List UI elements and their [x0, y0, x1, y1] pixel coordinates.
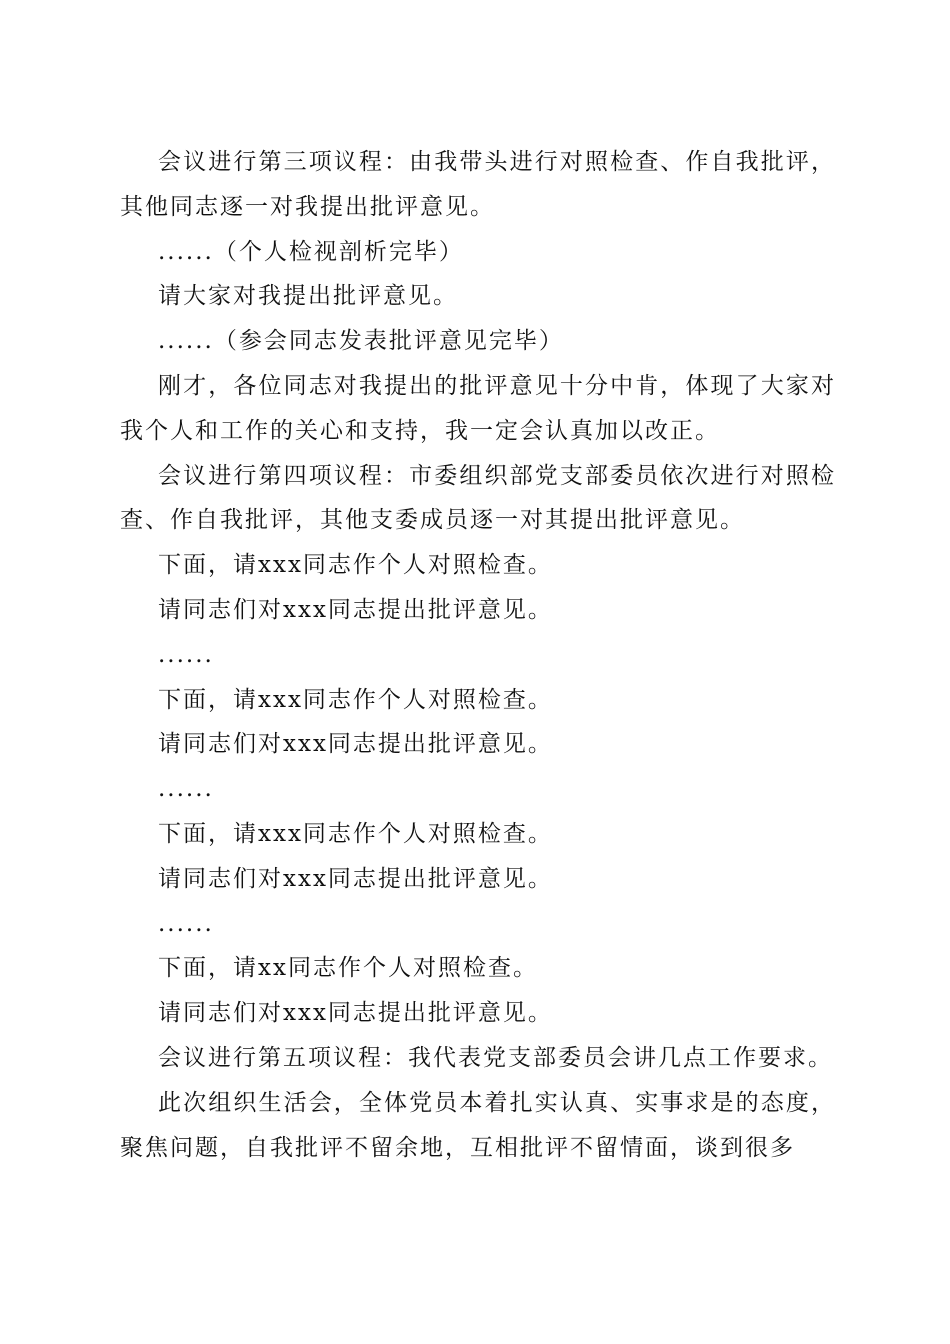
- paragraph-member-criticism: 请同志们对xxx同志提出批评意见。: [158, 1000, 553, 1027]
- paragraph-agenda-item-3: 会议进行第三项议程：由我带头进行对照检查、作自我批评，其他同志逐一对我提出批评意见。: [120, 149, 836, 220]
- paragraph-self-review-done: ......（个人检视剖析完毕）: [158, 238, 464, 265]
- paragraph-member-review: 下面，请xx同志作个人对照检查。: [158, 955, 538, 982]
- paragraph-member-review: 下面，请xxx同志作个人对照检查。: [158, 820, 553, 847]
- paragraph-response: 刚才，各位同志对我提出的批评意见十分中肯，体现了大家对我个人和工作的关心和支持，我一定会认真加以改正。: [120, 372, 836, 444]
- paragraph-ellipsis: ......: [158, 641, 214, 668]
- document-page: [120, 140, 836, 1170]
- paragraph-agenda-item-5: 会议进行第五项议程：我代表党支部委员会讲几点工作要求。: [158, 1044, 833, 1071]
- paragraph-criticism-done: ......（参会同志发表批评意见完毕）: [158, 328, 564, 355]
- paragraph-agenda-item-4: 会议进行第四项议程：市委组织部党支部委员依次进行对照检查、作自我批评，其他支委成员逐一对其提出批评意见。: [120, 462, 836, 534]
- paragraph-ellipsis: ......: [158, 776, 214, 803]
- paragraph-member-review: 下面，请xxx同志作个人对照检查。: [158, 552, 553, 579]
- paragraph-member-criticism: 请同志们对xxx同志提出批评意见。: [158, 596, 553, 623]
- paragraph-request-criticism: 请大家对我提出批评意见。: [158, 283, 458, 310]
- paragraph-ellipsis: ......: [158, 910, 214, 937]
- paragraph-member-review: 下面，请xxx同志作个人对照检查。: [158, 686, 553, 713]
- paragraph-member-criticism: 请同志们对xxx同志提出批评意见。: [158, 865, 553, 892]
- paragraph-member-criticism: 请同志们对xxx同志提出批评意见。: [158, 731, 553, 758]
- paragraph-summary: 此次组织生活会，全体党员本着扎实认真、实事求是的态度，聚焦问题，自我批评不留余地，互相批评不留情面，谈到很多: [120, 1089, 836, 1161]
